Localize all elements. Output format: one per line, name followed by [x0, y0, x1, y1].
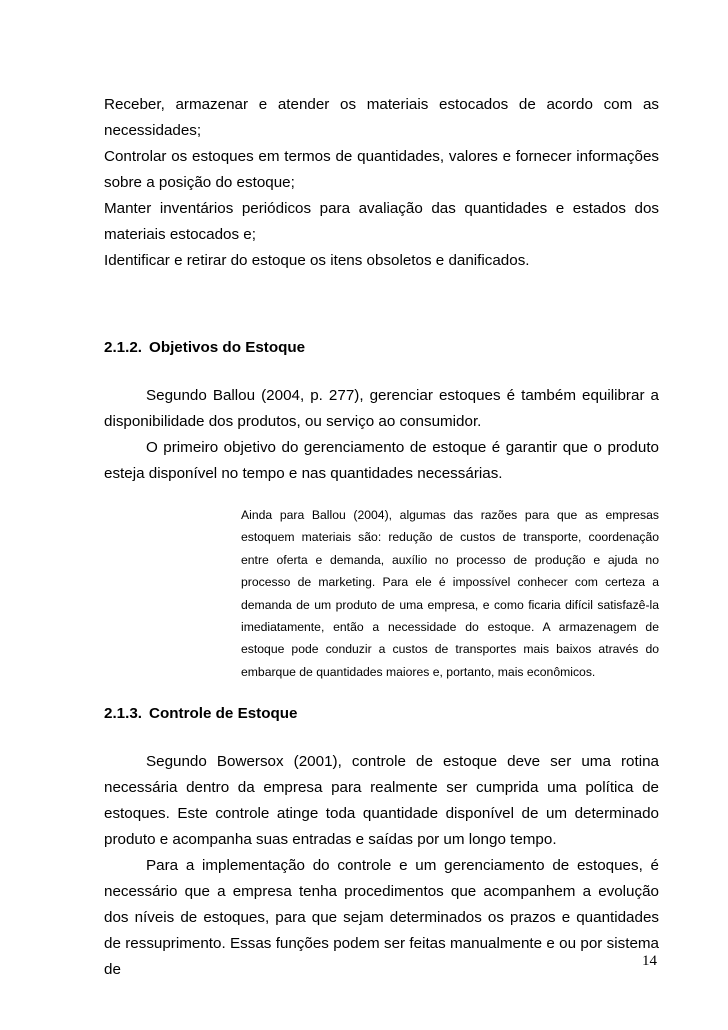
body-paragraph: O primeiro objetivo do gerenciamento de estoque é garantir que o produto esteja disponível no tempo e nas quantidades necessárias. — [104, 439, 659, 482]
body-paragraph: Segundo Bowersox (2001), controle de estoque deve ser uma rotina necessária dentro da empresa para realmente ser cumprida uma política de estoques. Este controle atinge toda quantidade disponível de um determinado produto e acompanha suas entradas e saídas por um longo tempo. — [104, 753, 659, 849]
section-title: Controle de Estoque — [149, 705, 298, 723]
document-page — [104, 92, 659, 983]
section-heading-2-1-2 — [104, 335, 659, 361]
page-number: 14 — [642, 953, 657, 969]
section-heading-2-1-3 — [104, 701, 659, 727]
block-quote: Ainda para Ballou (2004), algumas das razões para que as empresas estoquem materiais são: redução de custos de transporte, coordenação entre oferta e demanda, auxílio no processo de produção e ajuda no processo de marketing. Para ele é impossível conhecer com certeza a demanda de um produto de uma empresa, e como ficaria difícil satisfazê-la imediatamente, então a necessidade do estoque. A armazenagem de estoque pode conduzir a custos de transportes mais baixos através do embarque de quantidades maiores e, portanto, mais econômicos. — [241, 508, 659, 679]
objectives-list — [104, 92, 659, 274]
section-number: 2.1.3. — [104, 705, 142, 723]
body-paragraph: Segundo Ballou (2004, p. 277), gerenciar estoques é também equilibrar a disponibilidade dos produtos, ou serviço ao consumidor. — [104, 387, 659, 430]
list-item: Controlar os estoques em termos de quantidades, valores e fornecer informações sobre a posição do estoque; — [104, 148, 659, 191]
section-title: Objetivos do Estoque — [149, 339, 306, 356]
list-item: Receber, armazenar e atender os materiais estocados de acordo com as necessidades; — [104, 96, 659, 139]
body-paragraph: Para a implementação do controle e um gerenciamento de estoques, é necessário que a empresa tenha procedimentos que acompanhem a evolução dos níveis de estoques, para que sejam determinados os prazos e quantidades de ressuprimento. Essas funções podem ser feitas manualmente e ou por sistema de — [104, 857, 659, 979]
section-number: 2.1.2. — [104, 339, 142, 356]
list-item: Identificar e retirar do estoque os itens obsoletos e danificados. — [104, 252, 530, 269]
list-item: Manter inventários periódicos para avaliação das quantidades e estados dos materiais estocados e; — [104, 200, 659, 243]
